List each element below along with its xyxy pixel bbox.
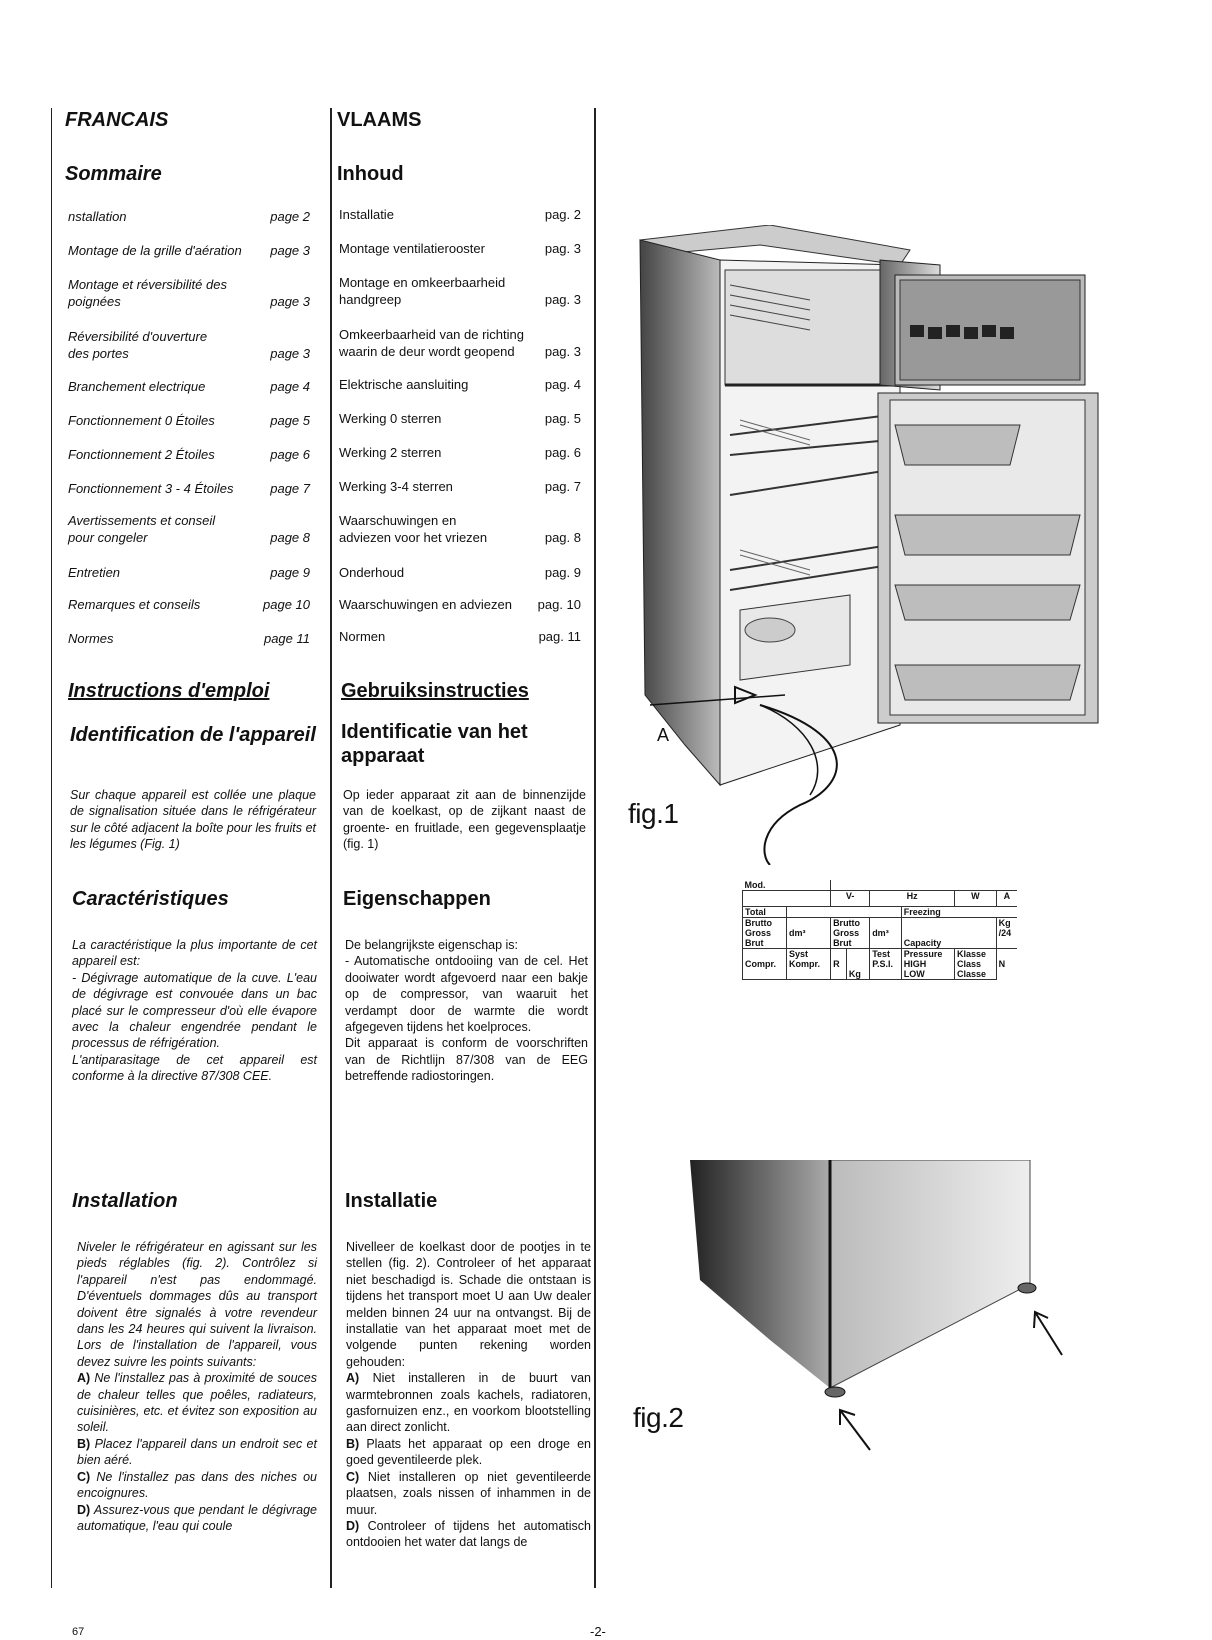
toc-entry-page: page 8 [270, 530, 310, 545]
installation-item [346, 1469, 591, 1518]
installation-item-key: B) [346, 1436, 360, 1451]
toc-entry [68, 208, 310, 225]
toc-entry-label: Installatie [339, 207, 394, 222]
toc-entry-label: Réversibilité d'ouverture des portes [68, 329, 208, 361]
french-identification-title: Identification de l'appareil [70, 724, 316, 746]
french-identification-text: Sur chaque appareil est collée une plaque de signalisation située dans le réfrigérateur sur le côté adjacent la boîte pour les fruits et les légumes (Fig. 1) [70, 788, 316, 852]
toc-entry-label: Montage ventilatierooster [339, 241, 485, 256]
toc-entry-page: page 6 [270, 447, 310, 462]
toc-entry-label: Elektrische aansluiting [339, 377, 469, 392]
toc-entry [339, 478, 581, 495]
plate-test: Test P.S.I. [870, 949, 902, 980]
plate-kg24: Kg /24 [996, 918, 1017, 949]
column-rule-right [594, 108, 596, 1588]
installation-item-text: Plaats het apparaat op een droge en goed geventileerde plek. [346, 1436, 591, 1468]
toc-entry [339, 628, 581, 645]
dutch-toc-title: Inhoud [337, 163, 404, 185]
toc-entry-label: Remarques et conseils [68, 597, 201, 612]
toc-entry-page: page 4 [270, 379, 310, 394]
toc-entry [68, 630, 310, 647]
toc-entry-page: pag. 9 [544, 565, 581, 580]
dutch-installation-text [346, 1239, 591, 1551]
installation-item-text: Ne l'installez pas à proximité de souces de chaleur telles que poêles, radiateurs, cuisinières, etc. et évitez son exposition au soleil. [77, 1371, 317, 1435]
toc-entry-label: Montage de la grille d'aération [68, 243, 242, 258]
dutch-language-heading: VLAAMS [337, 109, 422, 131]
installation-item-text: Niet installeren in de buurt van warmtebronnen zoals kachels, radiatoren, gasfornuizen enz., en voorkom blootstelling aan direct zonlicht. [346, 1371, 591, 1435]
installation-item [77, 1502, 317, 1535]
toc-entry-page: page 10 [263, 597, 310, 612]
installation-intro: Niveler le réfrigérateur en agissant sur les pieds réglables (fig. 2). Contrôlez si l'appareil n'est pas endommagé. D'éventuels dommages dûs au transport doivent être signalés à votre revendeur dans les 24 heures qui suivent la livraison. Lors de l'installation de l'appareil, vous devez suivre les points suivants: [77, 1240, 317, 1369]
plate-capacity: Capacity [901, 918, 996, 949]
toc-entry-page: pag. 3 [544, 292, 581, 307]
plate-brutto: Brutto Gross Brut [743, 918, 787, 949]
dutch-characteristics-text [345, 937, 588, 1085]
toc-entry-label: Waarschuwingen en adviezen voor het vriezen [339, 513, 488, 545]
installation-item-text: Assurez-vous que pendant le dégivrage automatique, l'eau qui coule [77, 1502, 317, 1533]
toc-entry [68, 242, 310, 259]
page-number: -2- [590, 1624, 606, 1639]
installation-item [346, 1518, 591, 1551]
installation-item-key: C) [346, 1469, 360, 1484]
toc-entry-label: Waarschuwingen en adviezen [339, 597, 512, 612]
toc-entry [339, 564, 581, 581]
plate-dm3: dm³ [787, 918, 831, 949]
installation-item-key: D) [346, 1518, 360, 1533]
toc-entry [339, 410, 581, 427]
plate-n: N [996, 949, 1017, 980]
plate-syst: Syst Kompr. [787, 949, 831, 980]
toc-entry [339, 274, 581, 308]
installation-item-key: A) [77, 1371, 91, 1386]
rating-plate [742, 880, 1017, 1000]
installation-item-text: Ne l'installez pas dans des niches ou encoignures. [77, 1469, 317, 1501]
toc-entry-label: Montage en omkeerbaarheid handgreep [339, 275, 506, 307]
plate-brutto-2: Brutto Gross Brut [831, 918, 870, 949]
toc-entry-label: Branchement electrique [68, 379, 206, 394]
installation-item [77, 1370, 317, 1436]
toc-entry [68, 480, 310, 497]
installation-item [77, 1469, 317, 1502]
toc-entry [68, 596, 310, 613]
toc-entry-label: Montage et réversibilité des poignées [68, 277, 227, 309]
french-characteristics-text [72, 937, 317, 1085]
plate-freezing: Freezing [901, 907, 1017, 918]
toc-entry [68, 564, 310, 581]
french-instructions-title: Instructions d'emploi [68, 680, 270, 702]
toc-entry-label: Normen [339, 629, 386, 644]
toc-entry-label: nstallation [68, 209, 127, 224]
installation-item-key: B) [77, 1436, 91, 1451]
toc-entry-page: pag. 3 [544, 241, 581, 256]
installation-item [346, 1436, 591, 1469]
plate-ampere: A [996, 891, 1017, 907]
toc-entry-label: Entretien [68, 565, 121, 580]
french-language-heading: FRANCAIS [65, 109, 169, 131]
toc-entry-page: pag. 10 [537, 597, 581, 612]
fridge-illustration [610, 225, 1210, 865]
toc-entry-label: Fonctionnement 0 Étoiles [68, 413, 215, 428]
fig2-label: fig.2 [633, 1402, 684, 1433]
plate-voltage: V- [831, 891, 870, 907]
footer-left-number: 67 [72, 1626, 85, 1638]
dutch-identification-title: Identificatie van het apparaat [341, 721, 528, 767]
column-rule-left [51, 108, 52, 1588]
toc-entry-page: pag. 7 [544, 479, 581, 494]
plate-klasse: Klasse Class Classe [955, 949, 997, 980]
fig1-label: fig.1 [628, 798, 679, 829]
installation-item-key: C) [77, 1469, 91, 1484]
toc-entry [339, 512, 581, 546]
characteristics-line: - Automatische ontdooiing van de cel. Het dooiwater wordt afgevoerd naar een bakje op de compressor, van waaruit het verdampt door de warmte die wordt afgegeven tijdens het koelproces. [345, 954, 588, 1035]
installation-item [77, 1436, 317, 1469]
installation-intro: Nivelleer de koelkast door de pootjes in te stellen (fig. 2). Controleer of het apparaat niet beschadigd is. Schade die ontstaan is tijdens het transport moet U aan Uw dealer melden binnen 24 uur na ontvangst. Bij de installatie van het apparaat moet met de volgende punten rekening worden gehouden: [346, 1240, 591, 1369]
plate-kg: Kg [846, 949, 869, 980]
toc-entry-page: pag. 3 [544, 344, 581, 359]
dutch-instructions-title: Gebruiksinstructies [341, 680, 529, 702]
toc-entry-label: Werking 0 sterren [339, 411, 442, 426]
plate-pressure: Pressure HIGH LOW [901, 949, 954, 980]
characteristics-line: Dit apparaat is conform de voorschriften van de Richtlijn 87/308 van de EEG betreffende radiostoringen. [345, 1036, 588, 1084]
toc-entry-label: Omkeerbaarheid van de richting waarin de deur wordt geopend [339, 327, 524, 359]
toc-entry-page: page 3 [270, 346, 310, 361]
plate-watt: W [955, 891, 997, 907]
dutch-characteristics-title: Eigenschappen [343, 888, 491, 910]
characteristics-line: - Dégivrage automatique de la cuve. L'eau de dégivrage est convouée dans un bac placé sur le compresseur d'où elle évapore avec la chaleur engendrée pendant le processus de réfrigération. [72, 970, 317, 1051]
french-installation-text [77, 1239, 317, 1534]
toc-entry-page: page 2 [270, 209, 310, 224]
toc-entry-page: pag. 4 [544, 377, 581, 392]
toc-entry-label: Werking 2 sterren [339, 445, 442, 460]
toc-entry-page: page 9 [270, 565, 310, 580]
installation-item-text: Controleer of tijdens het automatisch ontdooien het water dat langs de [346, 1518, 591, 1550]
installation-item-text: Niet installeren op niet geventileerde plaatsen, zoals nissen of inhammen in de muur. [346, 1469, 591, 1517]
installation-item-text: Placez l'appareil dans un endroit sec et bien aéré. [77, 1436, 317, 1468]
toc-entry-label: Avertissements et conseil pour congeler [68, 513, 216, 545]
toc-entry [68, 378, 310, 395]
toc-entry [339, 596, 581, 613]
toc-entry-page: page 3 [270, 243, 310, 258]
toc-entry [339, 206, 581, 223]
installation-item-key: D) [77, 1502, 91, 1517]
toc-entry-page: page 5 [270, 413, 310, 428]
toc-entry-page: pag. 6 [544, 445, 581, 460]
toc-entry-label: Normes [68, 631, 114, 646]
toc-entry [68, 512, 310, 546]
french-characteristics-title: Caractéristiques [72, 888, 229, 910]
plate-r: R [831, 949, 847, 980]
characteristics-line: La caractéristique la plus importante de cet appareil est: [72, 938, 317, 969]
toc-entry [68, 412, 310, 429]
plate-dm3-2: dm³ [870, 918, 902, 949]
toc-entry [339, 326, 581, 360]
french-installation-title: Installation [72, 1190, 178, 1212]
toc-entry-label: Onderhoud [339, 565, 405, 580]
fridge-base-illustration [690, 1160, 1090, 1460]
toc-entry [68, 276, 310, 310]
installation-item [346, 1370, 591, 1436]
toc-entry-page: page 11 [263, 631, 310, 646]
toc-entry-label: Fonctionnement 2 Étoiles [68, 447, 215, 462]
plate-compr: Compr. [743, 949, 787, 980]
installation-item-key: A) [346, 1371, 360, 1386]
toc-entry-page: pag. 5 [544, 411, 581, 426]
dutch-identification-text: Op ieder apparaat zit aan de binnenzijde van de koelkast, op de zijkant naast de groente- en fruitlade, een gegevensplaatje (fig. 1) [343, 788, 586, 852]
toc-entry-page: pag. 11 [538, 629, 581, 644]
characteristics-line: L'antiparasitage de cet appareil est conforme à la directive 87/308 CEE. [72, 1052, 317, 1084]
toc-entry-page: pag. 2 [544, 207, 581, 222]
toc-entry [68, 328, 310, 362]
toc-entry-label: Fonctionnement 3 - 4 Étoiles [68, 481, 234, 496]
toc-entry [339, 240, 581, 257]
french-toc-title: Sommaire [65, 163, 162, 185]
plate-total: Total [743, 907, 787, 918]
toc-entry [68, 446, 310, 463]
dutch-installation-title: Installatie [345, 1190, 438, 1212]
toc-entry-page: page 3 [270, 294, 310, 309]
toc-entry-page: page 7 [270, 481, 310, 496]
toc-entry [339, 376, 581, 393]
characteristics-line: De belangrijkste eigenschap is: [345, 938, 519, 952]
toc-entry [339, 444, 581, 461]
fig1-marker-a: A [657, 725, 670, 745]
plate-hertz: Hz [870, 891, 955, 907]
toc-entry-page: pag. 8 [544, 530, 581, 545]
plate-mod: Mod. [743, 880, 831, 891]
toc-entry-label: Werking 3-4 sterren [339, 479, 453, 494]
column-rule-middle [330, 108, 332, 1588]
